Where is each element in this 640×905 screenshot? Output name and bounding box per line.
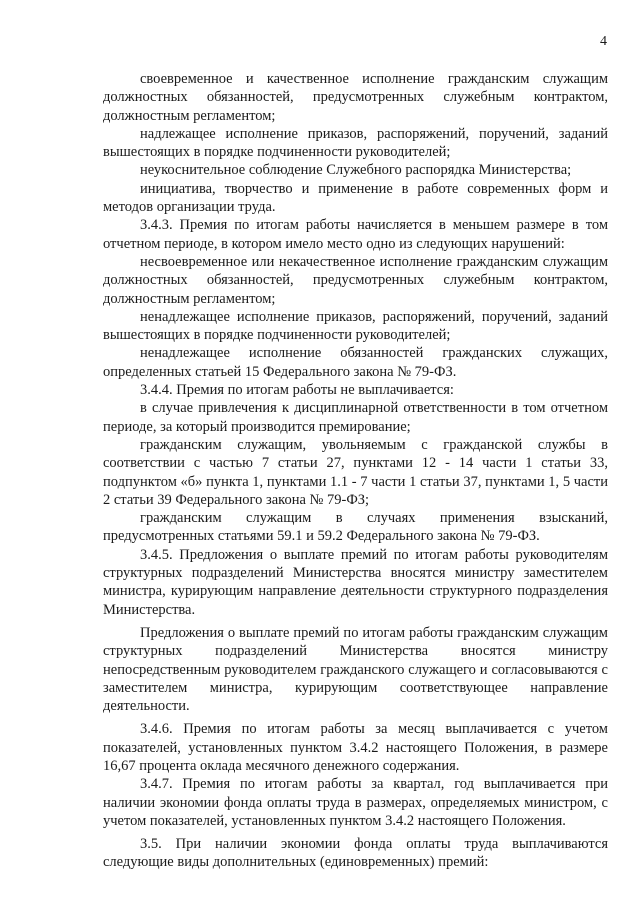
paragraph-3-4-3: 3.4.3. Премия по итогам работы начисляется в меньшем размере в том отчетном периоде, в котором имело место одно из следующих нарушений:: [103, 217, 608, 252]
paragraph-dismissed: гражданским служащим, увольняемым с гражданской службы в соответствии с частью 7 статьи 27, пунктами 12 - 14 части 1 статьи 33, подпунктом «б» пункта 1, пунктами 1.1 - 7 части 1 статьи 37, пунктами 1, 5 части 2 статьи 39 Федерального закона № 79-ФЗ;: [103, 436, 608, 508]
paragraph-3-4-6: 3.4.6. Премия по итогам работы за месяц выплачивается с учетом показателей, установленных пунктом 3.4.2 настоящего Положения, в размере 16,67 процента оклада месячного денежного содержания.: [103, 721, 608, 774]
paragraph-initiative: инициатива, творчество и применение в работе современных форм и методов организации труда.: [103, 180, 608, 216]
document-body: [103, 70, 608, 872]
paragraph-service-schedule: неукоснительное соблюдение Служебного распорядка Министерства;: [140, 162, 572, 179]
paragraph-disciplinary: в случае привлечения к дисциплинарной ответственности в том отчетном периоде, за который производится премирование;: [103, 400, 608, 435]
paragraph-3-4-7: 3.4.7. Премия по итогам работы за квартал, год выплачивается при наличии экономии фонда оплаты труда в размерах, определяемых министром, с учетом показателей, установленных пунктом 3.4.2 настоящего Положения.: [103, 776, 608, 829]
paragraph-orders-execution: надлежащее исполнение приказов, распоряжений, поручений, заданий вышестоящих в порядке подчиненности руководителей;: [103, 125, 608, 161]
paragraph-improper-orders: ненадлежащее исполнение приказов, распоряжений, поручений, заданий вышестоящих в порядке подчиненности руководителей;: [103, 308, 608, 344]
paragraph-proposals-staff: Предложения о выплате премий по итогам работы гражданским служащим структурных подразделений Министерства вносятся министру непосредственным руководителем гражданского служащего и согласовываются с заместителем министра, курирующим соответствующее направление деятельности.: [103, 624, 608, 715]
paragraph-untimely-performance: несвоевременное или некачественное исполнение гражданским служащим должностных обязанностей, предусмотренных служебным контрактом, должностным регламентом;: [103, 253, 608, 307]
page-number: 4: [600, 34, 607, 49]
paragraph-penalties: гражданским служащим в случаях применения взысканий, предусмотренных статьями 59.1 и 59.2 Федерального закона № 79-ФЗ.: [103, 510, 608, 545]
paragraph-3-4-5: 3.4.5. Предложения о выплате премий по итогам работы руководителям структурных подразделений Министерства вносятся министру заместителем министра, курирующим направление деятельности структурного подразделения Министерства.: [103, 546, 608, 618]
paragraph-duty-performance: своевременное и качественное исполнение гражданским служащим должностных обязанностей, предусмотренных служебным контрактом, должностным регламентом;: [103, 71, 608, 124]
paragraph-improper-duties: ненадлежащее исполнение обязанностей гражданских служащих, определенных статьей 15 Федерального закона № 79-ФЗ.: [103, 345, 608, 380]
paragraph-3-4-4: 3.4.4. Премия по итогам работы не выплачивается:: [140, 382, 454, 399]
paragraph-3-5: 3.5. При наличии экономии фонда оплаты труда выплачиваются следующие виды дополнительных (единовременных) премий:: [103, 836, 608, 871]
